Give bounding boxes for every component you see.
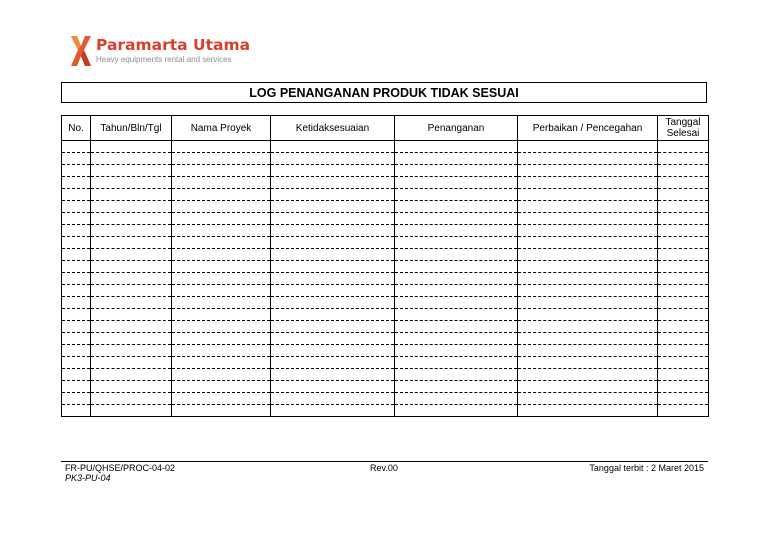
table-cell[interactable] xyxy=(91,393,172,405)
table-cell[interactable] xyxy=(62,141,91,153)
table-cell[interactable] xyxy=(91,213,172,225)
table-row xyxy=(62,213,709,225)
table-row xyxy=(62,381,709,393)
table-row xyxy=(62,237,709,249)
table-cell[interactable] xyxy=(271,141,395,153)
table-cell[interactable] xyxy=(91,153,172,165)
table-cell[interactable] xyxy=(62,321,91,333)
table-cell[interactable] xyxy=(518,369,658,381)
table-cell[interactable] xyxy=(172,321,271,333)
table-cell[interactable] xyxy=(271,249,395,261)
footer-divider xyxy=(61,461,708,462)
table-cell[interactable] xyxy=(518,309,658,321)
issue-date: Tanggal terbit : 2 Maret 2015 xyxy=(589,463,704,473)
table-cell[interactable] xyxy=(658,213,709,225)
table-cell[interactable] xyxy=(658,189,709,201)
table-cell[interactable] xyxy=(658,345,709,357)
table-row xyxy=(62,141,709,153)
table-row xyxy=(62,345,709,357)
table-cell[interactable] xyxy=(395,141,518,153)
table-cell[interactable] xyxy=(172,393,271,405)
table-cell[interactable] xyxy=(658,333,709,345)
table-cell[interactable] xyxy=(91,357,172,369)
table-cell[interactable] xyxy=(271,225,395,237)
table-cell[interactable] xyxy=(62,393,91,405)
table-cell[interactable] xyxy=(518,213,658,225)
table-cell[interactable] xyxy=(91,201,172,213)
company-name: Paramarta Utama xyxy=(96,36,251,54)
table-cell[interactable] xyxy=(271,273,395,285)
table-cell[interactable] xyxy=(395,333,518,345)
table-cell[interactable] xyxy=(91,141,172,153)
table-cell[interactable] xyxy=(518,201,658,213)
table-cell[interactable] xyxy=(62,261,91,273)
table-cell[interactable] xyxy=(658,321,709,333)
table-cell[interactable] xyxy=(91,381,172,393)
table-cell[interactable] xyxy=(271,405,395,417)
table-header-row xyxy=(62,116,709,141)
procedure-code: PK3-PU-04 xyxy=(65,473,111,483)
table-cell[interactable] xyxy=(658,261,709,273)
col-header-handling: Penanganan xyxy=(395,116,518,141)
table-cell[interactable] xyxy=(518,177,658,189)
table-cell[interactable] xyxy=(518,141,658,153)
table-cell[interactable] xyxy=(518,165,658,177)
table-cell[interactable] xyxy=(395,165,518,177)
table-cell[interactable] xyxy=(62,357,91,369)
col-header-no: No. xyxy=(62,116,91,141)
table-cell[interactable] xyxy=(91,189,172,201)
table-cell[interactable] xyxy=(658,177,709,189)
table-cell[interactable] xyxy=(271,165,395,177)
table-cell[interactable] xyxy=(658,369,709,381)
table-row xyxy=(62,153,709,165)
table-cell[interactable] xyxy=(395,405,518,417)
table-cell[interactable] xyxy=(518,345,658,357)
col-header-nonconformity: Ketidaksesuaian xyxy=(271,116,395,141)
table-cell[interactable] xyxy=(62,201,91,213)
table-cell[interactable] xyxy=(658,201,709,213)
table-cell[interactable] xyxy=(395,153,518,165)
table-row xyxy=(62,177,709,189)
table-cell[interactable] xyxy=(271,285,395,297)
table-cell[interactable] xyxy=(62,345,91,357)
table-cell[interactable] xyxy=(658,297,709,309)
table-cell[interactable] xyxy=(395,225,518,237)
table-cell[interactable] xyxy=(518,405,658,417)
table-cell[interactable] xyxy=(658,381,709,393)
table-cell[interactable] xyxy=(395,381,518,393)
table-cell[interactable] xyxy=(91,237,172,249)
table-cell[interactable] xyxy=(172,369,271,381)
table-cell[interactable] xyxy=(518,381,658,393)
form-code: FR-PU/QHSE/PROC-04-02 xyxy=(65,463,176,473)
table-cell[interactable] xyxy=(395,261,518,273)
table-cell[interactable] xyxy=(395,369,518,381)
table-cell[interactable] xyxy=(658,393,709,405)
table-cell[interactable] xyxy=(518,273,658,285)
table-cell[interactable] xyxy=(91,285,172,297)
table-cell[interactable] xyxy=(271,189,395,201)
table-cell[interactable] xyxy=(518,249,658,261)
table-cell[interactable] xyxy=(91,165,172,177)
table-cell[interactable] xyxy=(271,357,395,369)
table-cell[interactable] xyxy=(172,249,271,261)
company-tagline: Heavy equipments rental and services xyxy=(96,55,232,64)
table-cell[interactable] xyxy=(518,393,658,405)
col-header-date: Tahun/Bln/Tgl xyxy=(91,116,172,141)
company-logo xyxy=(68,34,258,70)
table-cell[interactable] xyxy=(172,273,271,285)
table-cell[interactable] xyxy=(91,177,172,189)
log-table-body xyxy=(62,141,709,417)
table-cell[interactable] xyxy=(518,333,658,345)
table-row xyxy=(62,261,709,273)
table-cell[interactable] xyxy=(172,357,271,369)
table-cell[interactable] xyxy=(62,165,91,177)
table-cell[interactable] xyxy=(172,165,271,177)
table-cell[interactable] xyxy=(395,237,518,249)
table-row xyxy=(62,393,709,405)
table-cell[interactable] xyxy=(172,141,271,153)
table-cell[interactable] xyxy=(658,153,709,165)
table-cell[interactable] xyxy=(62,333,91,345)
table-cell[interactable] xyxy=(395,309,518,321)
table-cell[interactable] xyxy=(271,369,395,381)
table-cell[interactable] xyxy=(62,369,91,381)
table-row xyxy=(62,405,709,417)
table-cell[interactable] xyxy=(658,237,709,249)
table-cell[interactable] xyxy=(62,153,91,165)
table-cell[interactable] xyxy=(172,333,271,345)
document-title xyxy=(61,82,707,103)
table-row xyxy=(62,249,709,261)
table-cell[interactable] xyxy=(172,237,271,249)
table-cell[interactable] xyxy=(172,309,271,321)
table-cell[interactable] xyxy=(91,321,172,333)
table-cell[interactable] xyxy=(91,261,172,273)
table-cell[interactable] xyxy=(395,189,518,201)
table-row xyxy=(62,321,709,333)
table-cell[interactable] xyxy=(518,321,658,333)
table-cell[interactable] xyxy=(271,297,395,309)
table-cell[interactable] xyxy=(271,177,395,189)
table-cell[interactable] xyxy=(62,237,91,249)
table-cell[interactable] xyxy=(271,393,395,405)
table-cell[interactable] xyxy=(658,273,709,285)
table-cell[interactable] xyxy=(518,261,658,273)
table-cell[interactable] xyxy=(271,261,395,273)
table-row xyxy=(62,273,709,285)
table-cell[interactable] xyxy=(658,285,709,297)
document-title-text: LOG PENANGANAN PRODUK TIDAK SESUAI xyxy=(249,85,519,100)
table-cell[interactable] xyxy=(395,249,518,261)
table-cell[interactable] xyxy=(91,345,172,357)
table-cell[interactable] xyxy=(172,405,271,417)
table-cell[interactable] xyxy=(62,309,91,321)
table-cell[interactable] xyxy=(395,213,518,225)
table-cell[interactable] xyxy=(395,345,518,357)
table-row xyxy=(62,189,709,201)
table-cell[interactable] xyxy=(658,249,709,261)
table-cell[interactable] xyxy=(172,153,271,165)
table-row xyxy=(62,225,709,237)
table-cell[interactable] xyxy=(518,285,658,297)
table-cell[interactable] xyxy=(91,249,172,261)
table-cell[interactable] xyxy=(271,153,395,165)
table-cell[interactable] xyxy=(62,177,91,189)
table-cell[interactable] xyxy=(271,309,395,321)
table-cell[interactable] xyxy=(172,297,271,309)
table-cell[interactable] xyxy=(658,141,709,153)
table-cell[interactable] xyxy=(658,309,709,321)
table-cell[interactable] xyxy=(62,249,91,261)
table-cell[interactable] xyxy=(91,405,172,417)
table-cell[interactable] xyxy=(62,297,91,309)
table-cell[interactable] xyxy=(271,333,395,345)
table-cell[interactable] xyxy=(658,165,709,177)
table-cell[interactable] xyxy=(518,189,658,201)
table-cell[interactable] xyxy=(518,225,658,237)
table-cell[interactable] xyxy=(91,309,172,321)
table-cell[interactable] xyxy=(172,285,271,297)
table-row xyxy=(62,297,709,309)
table-cell[interactable] xyxy=(271,381,395,393)
table-cell[interactable] xyxy=(395,177,518,189)
table-cell[interactable] xyxy=(518,153,658,165)
table-cell[interactable] xyxy=(518,237,658,249)
table-cell[interactable] xyxy=(62,405,91,417)
col-header-correction-prevention: Perbaikan / Pencegahan xyxy=(518,116,658,141)
table-cell[interactable] xyxy=(271,345,395,357)
table-cell[interactable] xyxy=(658,405,709,417)
table-cell[interactable] xyxy=(271,201,395,213)
table-cell[interactable] xyxy=(395,285,518,297)
table-row xyxy=(62,333,709,345)
table-cell[interactable] xyxy=(91,273,172,285)
table-cell[interactable] xyxy=(62,189,91,201)
table-cell[interactable] xyxy=(172,177,271,189)
table-cell[interactable] xyxy=(172,213,271,225)
table-cell[interactable] xyxy=(62,213,91,225)
table-cell[interactable] xyxy=(172,225,271,237)
paramarta-x-logo-icon xyxy=(68,34,94,68)
table-cell[interactable] xyxy=(62,273,91,285)
table-cell[interactable] xyxy=(658,357,709,369)
table-row xyxy=(62,369,709,381)
table-cell[interactable] xyxy=(395,321,518,333)
revision: Rev.00 xyxy=(370,463,398,473)
table-cell[interactable] xyxy=(91,297,172,309)
table-cell[interactable] xyxy=(91,225,172,237)
table-cell[interactable] xyxy=(271,237,395,249)
table-cell[interactable] xyxy=(91,333,172,345)
table-cell[interactable] xyxy=(395,201,518,213)
col-header-completion-date: Tanggal Selesai xyxy=(658,116,709,141)
col-header-project-name: Nama Proyek xyxy=(172,116,271,141)
table-cell[interactable] xyxy=(62,285,91,297)
table-cell[interactable] xyxy=(395,297,518,309)
table-cell[interactable] xyxy=(172,201,271,213)
table-cell[interactable] xyxy=(172,345,271,357)
table-cell[interactable] xyxy=(518,297,658,309)
table-cell[interactable] xyxy=(395,273,518,285)
table-cell[interactable] xyxy=(518,357,658,369)
table-cell[interactable] xyxy=(271,321,395,333)
table-row xyxy=(62,309,709,321)
table-cell[interactable] xyxy=(172,189,271,201)
table-cell[interactable] xyxy=(172,381,271,393)
table-cell[interactable] xyxy=(395,393,518,405)
log-table xyxy=(61,115,709,417)
table-row xyxy=(62,165,709,177)
table-cell[interactable] xyxy=(91,369,172,381)
table-cell[interactable] xyxy=(395,357,518,369)
table-cell[interactable] xyxy=(62,381,91,393)
table-cell[interactable] xyxy=(271,213,395,225)
table-row xyxy=(62,357,709,369)
table-cell[interactable] xyxy=(658,225,709,237)
table-cell[interactable] xyxy=(172,261,271,273)
table-row xyxy=(62,285,709,297)
table-row xyxy=(62,201,709,213)
table-cell[interactable] xyxy=(62,225,91,237)
